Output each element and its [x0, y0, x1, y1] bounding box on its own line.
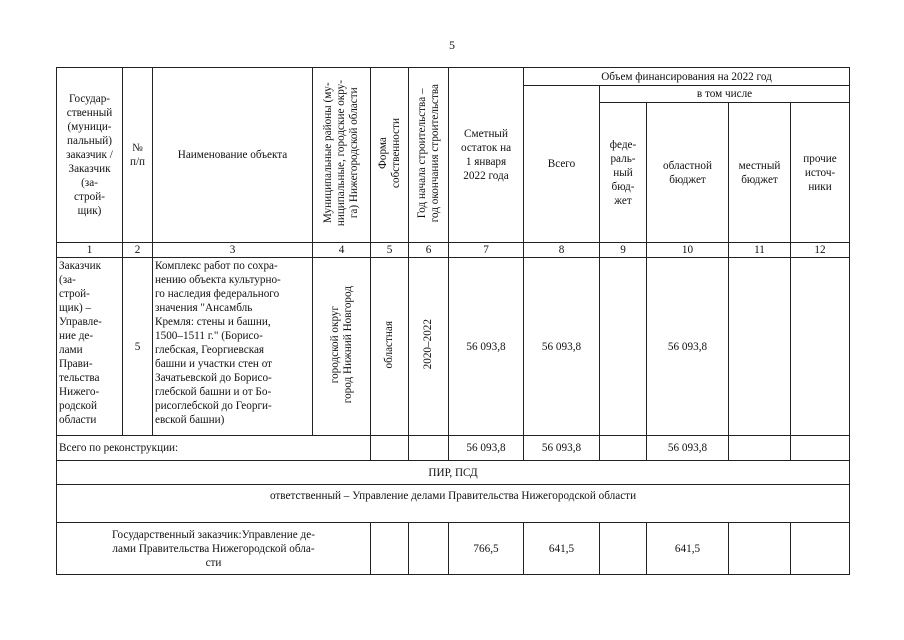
- state-customer-total: 641,5: [524, 523, 600, 575]
- row-total: 56 093,8: [524, 258, 600, 436]
- responsible-line: ответственный – Управление делами Правительства Нижегородской области: [57, 485, 850, 523]
- row-local: [729, 258, 791, 436]
- financing-table: [56, 67, 850, 575]
- reconstruction-total-regional: 56 093,8: [647, 436, 729, 461]
- header-other: прочие источ- ники: [791, 103, 850, 243]
- reconstruction-total-estimate: 56 093,8: [449, 436, 524, 461]
- section-title: ПИР, ПСД: [57, 461, 850, 485]
- col-number: 8: [524, 243, 600, 258]
- row-estimate: 56 093,8: [449, 258, 524, 436]
- header-federal: феде- раль- ный бюд- жет: [600, 103, 647, 243]
- state-customer-regional: 641,5: [647, 523, 729, 575]
- reconstruction-total-total: 56 093,8: [524, 436, 600, 461]
- row-regional: 56 093,8: [647, 258, 729, 436]
- header-ownership: Форма собственности: [371, 68, 409, 243]
- row-customer: Заказчик (за- строй- щик) – Управле- ние де- лами Прави- тельства Нижего- родской области: [57, 258, 123, 436]
- state-customer-label: Государственный заказчик:Управление де- лами Правительства Нижегородской обла- сти: [57, 523, 371, 575]
- header-local: местный бюджет: [729, 103, 791, 243]
- row-ownership: областная: [371, 258, 409, 436]
- row-federal: [600, 258, 647, 436]
- col-number: 3: [153, 243, 313, 258]
- row-object-name: Комплекс работ по сохра- нению объекта культурно- го наследия федерального значения "Ансамбль Кремля: стены и башни, 1500–1511 г." (Борисо- глебская, Георгиевская башни и участки стен от Зачатьевской до Борисо- глебской башни и от Бо- рисоглебской до Георги- евской башни): [153, 258, 313, 436]
- header-including: в том числе: [600, 86, 850, 103]
- col-number: 2: [123, 243, 153, 258]
- col-number: 11: [729, 243, 791, 258]
- state-customer-row: [57, 523, 850, 575]
- header-districts: Муниципальные районы (му- ниципальные, городские окру- га) Нижегородской области: [313, 68, 371, 243]
- col-number: 10: [647, 243, 729, 258]
- page-number: 5: [449, 38, 455, 52]
- header-regional: областной бюджет: [647, 103, 729, 243]
- column-numbers-row: [57, 243, 850, 258]
- header-years: Год начала строительства – год окончания строительства: [409, 68, 449, 243]
- header-financing: Объем финансирования на 2022 год: [524, 68, 850, 86]
- col-number: 1: [57, 243, 123, 258]
- col-number: 12: [791, 243, 850, 258]
- reconstruction-total-label: Всего по реконструкции:: [57, 436, 371, 461]
- col-number: 9: [600, 243, 647, 258]
- row-years: 2020–2022: [409, 258, 449, 436]
- col-number: 5: [371, 243, 409, 258]
- reconstruction-total-row: [57, 436, 850, 461]
- header-estimate-remainder: Сметный остаток на 1 января 2022 года: [449, 68, 524, 243]
- header-number: № п/п: [123, 68, 153, 243]
- col-number: 4: [313, 243, 371, 258]
- table-row: [57, 258, 850, 436]
- header-total: Всего: [524, 86, 600, 243]
- row-other: [791, 258, 850, 436]
- header-object-name: Наименование объекта: [153, 68, 313, 243]
- state-customer-estimate: 766,5: [449, 523, 524, 575]
- row-number: 5: [123, 258, 153, 436]
- row-district: городской округ город Нижний Новгород: [313, 258, 371, 436]
- col-number: 7: [449, 243, 524, 258]
- header-customer: Государ- ственный (муници- пальный) заказчик / Заказчик (за- строй- щик): [57, 68, 123, 243]
- col-number: 6: [409, 243, 449, 258]
